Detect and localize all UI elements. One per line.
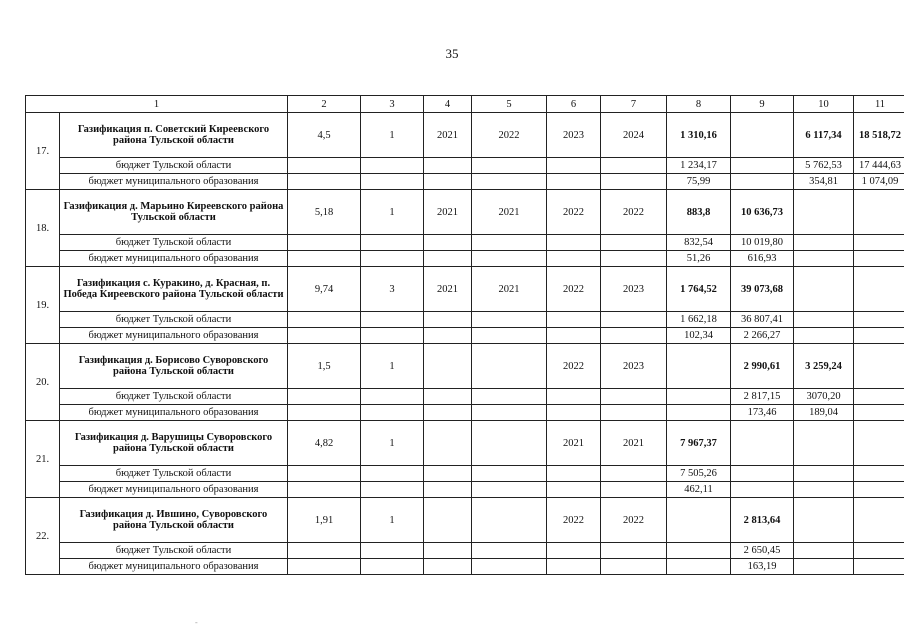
empty-cell [547,251,601,267]
amount-cell [854,421,904,466]
amount-cell: 36 807,41 [731,312,794,328]
row-index: 19. [26,267,60,344]
amount-cell [854,235,904,251]
empty-cell [472,559,547,575]
amount-cell: 832,54 [667,235,731,251]
empty-cell [547,312,601,328]
amount-cell: 2 817,15 [731,389,794,405]
count-cell: 3 [361,267,424,312]
amount-cell [794,498,854,543]
empty-cell [361,174,424,190]
empty-cell [547,405,601,421]
amount-cell: 1 662,18 [667,312,731,328]
year-cell: 2022 [601,190,667,235]
year-cell: 2021 [547,421,601,466]
empty-cell [472,466,547,482]
amount-cell: 102,34 [667,328,731,344]
amount-cell: 17 444,63 [854,158,904,174]
table-row [26,190,904,235]
empty-cell [547,158,601,174]
empty-cell [601,235,667,251]
amount-cell [794,421,854,466]
amount-cell [854,482,904,498]
empty-cell [424,405,472,421]
amount-cell: 173,46 [731,405,794,421]
region-budget-row [26,389,904,405]
budget-label: бюджет муниципального образования [60,251,288,267]
region-budget-row [26,543,904,559]
budget-label: бюджет муниципального образования [60,405,288,421]
empty-cell [601,251,667,267]
empty-cell [547,328,601,344]
amount-cell: 163,19 [731,559,794,575]
year-cell [472,344,547,389]
budget-label: бюджет Тульской области [60,466,288,482]
financing-table [25,95,904,575]
amount-cell: 354,81 [794,174,854,190]
budget-label: бюджет Тульской области [60,158,288,174]
table-row [26,421,904,466]
header-cell: 5 [472,96,547,113]
empty-cell [288,328,361,344]
region-budget-row [26,235,904,251]
empty-cell [601,559,667,575]
amount-cell: 7 505,26 [667,466,731,482]
empty-cell [601,389,667,405]
budget-label: бюджет Тульской области [60,312,288,328]
empty-cell [361,158,424,174]
empty-cell [472,328,547,344]
empty-cell [424,389,472,405]
object-name: Газификация с. Куракино, д. Красная, п. Победа Киреевского района Тульской области [60,267,288,312]
empty-cell [361,235,424,251]
empty-cell [472,405,547,421]
empty-cell [424,559,472,575]
amount-cell: 10 636,73 [731,190,794,235]
empty-cell [601,328,667,344]
year-cell: 2023 [601,267,667,312]
amount-cell [794,267,854,312]
budget-label: бюджет муниципального образования [60,559,288,575]
amount-cell [794,559,854,575]
amount-cell: 51,26 [667,251,731,267]
amount-cell [667,498,731,543]
empty-cell [424,158,472,174]
year-cell [424,421,472,466]
empty-cell [547,543,601,559]
amount-cell [731,466,794,482]
length-cell: 5,18 [288,190,361,235]
amount-cell: 2 813,64 [731,498,794,543]
region-budget-row [26,312,904,328]
amount-cell [794,312,854,328]
empty-cell [601,158,667,174]
amount-cell: 462,11 [667,482,731,498]
empty-cell [547,174,601,190]
header-row [26,96,904,113]
amount-cell [731,482,794,498]
count-cell: 1 [361,344,424,389]
amount-cell: 7 967,37 [667,421,731,466]
empty-cell [601,482,667,498]
empty-cell [547,482,601,498]
budget-label: бюджет муниципального образования [60,328,288,344]
year-cell: 2022 [547,267,601,312]
empty-cell [288,405,361,421]
empty-cell [424,235,472,251]
empty-cell [361,389,424,405]
budget-label: бюджет муниципального образования [60,174,288,190]
amount-cell: 189,04 [794,405,854,421]
header-cell: 4 [424,96,472,113]
budget-label: бюджет Тульской области [60,235,288,251]
row-index: 17. [26,113,60,190]
header-cell: 8 [667,96,731,113]
empty-cell [601,466,667,482]
count-cell: 1 [361,190,424,235]
object-name: Газификация п. Советский Киреевского района Тульской области [60,113,288,158]
amount-cell: 3 259,24 [794,344,854,389]
empty-cell [472,543,547,559]
year-cell: 2021 [472,267,547,312]
budget-label: бюджет Тульской области [60,543,288,559]
empty-cell [424,543,472,559]
year-cell: 2021 [424,190,472,235]
count-cell: 1 [361,421,424,466]
amount-cell [854,328,904,344]
amount-cell: 1 074,09 [854,174,904,190]
empty-cell [288,466,361,482]
amount-cell [667,543,731,559]
municipal-budget-row [26,482,904,498]
municipal-budget-row [26,174,904,190]
empty-cell [472,235,547,251]
year-cell: 2022 [547,190,601,235]
region-budget-row [26,466,904,482]
amount-cell [854,251,904,267]
region-budget-row [26,158,904,174]
amount-cell [667,389,731,405]
empty-cell [288,251,361,267]
header-cell: 7 [601,96,667,113]
amount-cell: 3070,20 [794,389,854,405]
empty-cell [424,174,472,190]
object-name: Газификация д. Марьино Киреевского района Тульской области [60,190,288,235]
amount-cell: 10 019,80 [731,235,794,251]
empty-cell [547,466,601,482]
amount-cell [854,498,904,543]
amount-cell [854,559,904,575]
row-index: 22. [26,498,60,575]
budget-label: бюджет муниципального образования [60,482,288,498]
row-index: 21. [26,421,60,498]
empty-cell [424,251,472,267]
year-cell [472,498,547,543]
empty-cell [288,559,361,575]
year-cell: 2022 [547,344,601,389]
empty-cell [547,559,601,575]
length-cell: 4,5 [288,113,361,158]
empty-cell [361,251,424,267]
amount-cell [731,174,794,190]
amount-cell [731,113,794,158]
amount-cell: 39 073,68 [731,267,794,312]
amount-cell [854,405,904,421]
year-cell [472,421,547,466]
amount-cell [731,421,794,466]
empty-cell [361,482,424,498]
year-cell: 2022 [547,498,601,543]
header-cell: 11 [854,96,904,113]
amount-cell: 2 650,45 [731,543,794,559]
empty-cell [361,405,424,421]
object-name: Газификация д. Варушицы Суворовского района Тульской области [60,421,288,466]
row-index: 20. [26,344,60,421]
empty-cell [472,251,547,267]
amount-cell [667,559,731,575]
municipal-budget-row [26,328,904,344]
row-index: 18. [26,190,60,267]
amount-cell [854,344,904,389]
empty-cell [472,312,547,328]
amount-cell [667,344,731,389]
object-name: Газификация д. Борисово Суворовского района Тульской области [60,344,288,389]
year-cell: 2021 [424,267,472,312]
amount-cell [794,482,854,498]
amount-cell: 2 990,61 [731,344,794,389]
year-cell [424,344,472,389]
amount-cell: 1 234,17 [667,158,731,174]
amount-cell [794,235,854,251]
amount-cell [854,190,904,235]
empty-cell [361,559,424,575]
amount-cell: 883,8 [667,190,731,235]
table-row [26,113,904,158]
year-cell: 2023 [547,113,601,158]
empty-cell [472,389,547,405]
empty-cell [601,312,667,328]
amount-cell: 75,99 [667,174,731,190]
municipal-budget-row [26,559,904,575]
empty-cell [361,312,424,328]
table-row [26,267,904,312]
empty-cell [601,405,667,421]
empty-cell [424,312,472,328]
budget-label: бюджет Тульской области [60,389,288,405]
amount-cell [794,251,854,267]
municipal-budget-row [26,251,904,267]
empty-cell [601,543,667,559]
empty-cell [361,466,424,482]
length-cell: 1,5 [288,344,361,389]
amount-cell [667,405,731,421]
empty-cell [288,235,361,251]
table-row [26,498,904,543]
page-number: 35 [445,46,459,61]
empty-cell [288,312,361,328]
amount-cell [731,158,794,174]
year-cell: 2024 [601,113,667,158]
empty-cell [424,328,472,344]
year-cell: 2022 [601,498,667,543]
empty-cell [424,466,472,482]
scan-speck: - [195,618,198,627]
count-cell: 1 [361,113,424,158]
empty-cell [472,482,547,498]
empty-cell [601,174,667,190]
object-name: Газификация д. Ившино, Суворовского района Тульской области [60,498,288,543]
year-cell: 2021 [472,190,547,235]
length-cell: 9,74 [288,267,361,312]
empty-cell [361,328,424,344]
amount-cell [854,389,904,405]
table-row [26,344,904,389]
header-cell: 1 [26,96,288,113]
empty-cell [288,174,361,190]
empty-cell [424,482,472,498]
amount-cell: 2 266,27 [731,328,794,344]
empty-cell [472,158,547,174]
amount-cell [854,267,904,312]
amount-cell [854,543,904,559]
amount-cell [854,312,904,328]
count-cell: 1 [361,498,424,543]
amount-cell: 1 764,52 [667,267,731,312]
amount-cell [854,466,904,482]
amount-cell: 5 762,53 [794,158,854,174]
empty-cell [472,174,547,190]
empty-cell [288,543,361,559]
empty-cell [361,543,424,559]
municipal-budget-row [26,405,904,421]
length-cell: 1,91 [288,498,361,543]
empty-cell [547,389,601,405]
empty-cell [288,482,361,498]
header-cell: 3 [361,96,424,113]
year-cell: 2021 [601,421,667,466]
empty-cell [547,235,601,251]
header-cell: 9 [731,96,794,113]
amount-cell [794,466,854,482]
amount-cell [794,190,854,235]
year-cell: 2021 [424,113,472,158]
amount-cell: 6 117,34 [794,113,854,158]
length-cell: 4,82 [288,421,361,466]
header-cell: 2 [288,96,361,113]
amount-cell: 18 518,72 [854,113,904,158]
amount-cell: 1 310,16 [667,113,731,158]
empty-cell [288,158,361,174]
amount-cell [794,543,854,559]
year-cell: 2022 [472,113,547,158]
year-cell: 2023 [601,344,667,389]
amount-cell: 616,93 [731,251,794,267]
year-cell [424,498,472,543]
amount-cell [794,328,854,344]
header-cell: 10 [794,96,854,113]
empty-cell [288,389,361,405]
header-cell: 6 [547,96,601,113]
